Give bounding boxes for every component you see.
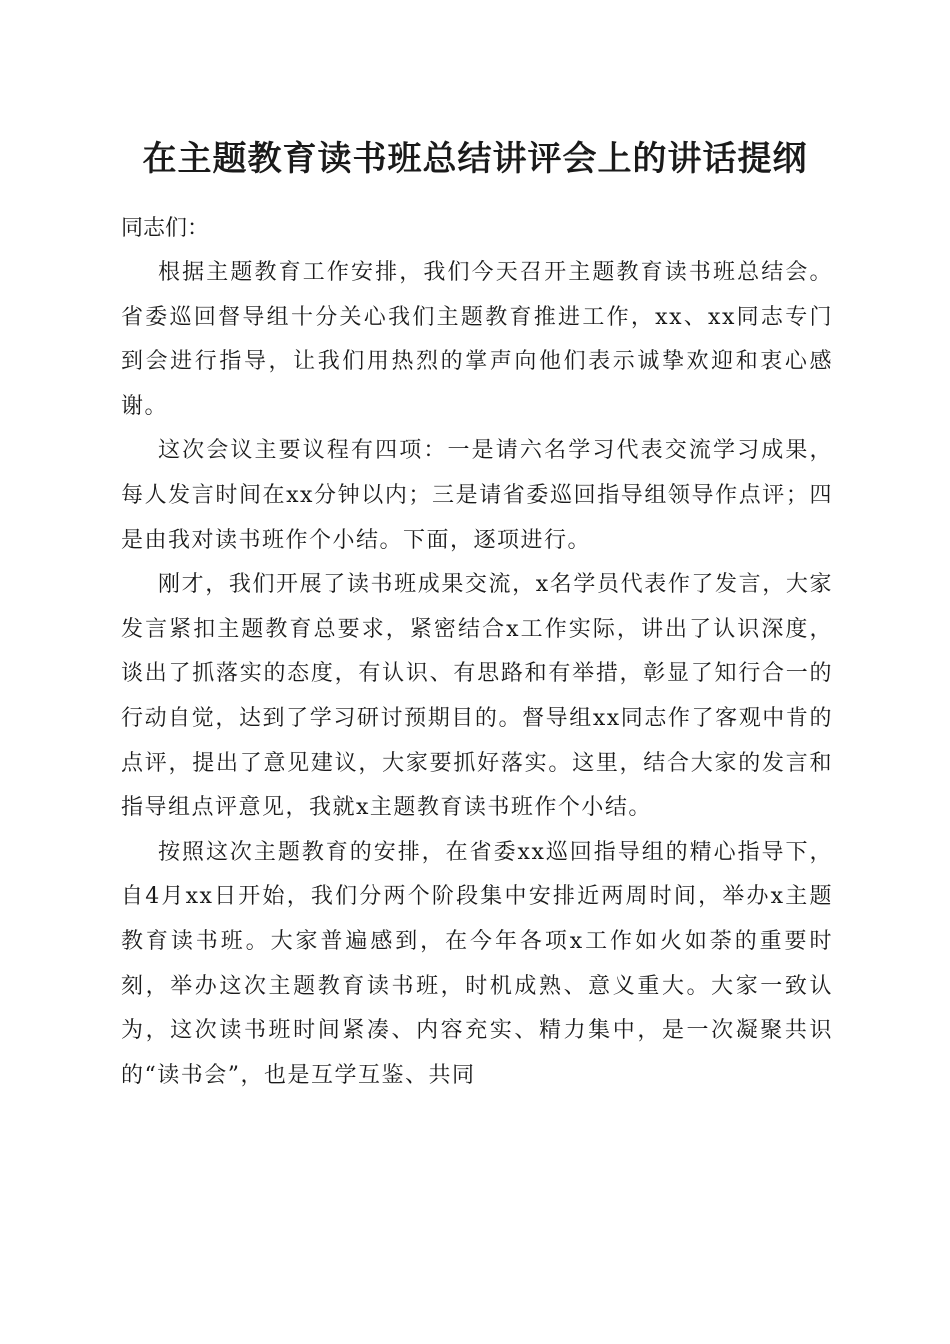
document-title: 在主题教育读书班总结讲评会上的讲话提纲	[142, 139, 808, 179]
paragraph-3: 刚才，我们开展了读书班成果交流，x名学员代表作了发言，大家发言紧扣主题教育总要求，紧密结合x工作实际，讲出了认识深度，谈出了抓落实的态度，有认识、有思路和有举措，彰显了知行合一的行动自觉，达到了学习研讨预期目的。督导组xx同志作了客观中肯的点评，提出了意见建议，大家要抓好落实。这里，结合大家的发言和指导组点评意见，我就x主题教育读书班作个小结。	[121, 572, 833, 821]
paragraph-4: 按照这次主题教育的安排，在省委xx巡回指导组的精心指导下，自4月xx日开始，我们分两个阶段集中安排近两周时间，举办x主题教育读书班。大家普遍感到，在今年各项x工作如火如荼的重要时刻，举办这次主题教育读书班，时机成熟、意义重大。大家一致认为，这次读书班时间紧凑、内容充实、精力集中，是一次凝聚共识的“读书会”，也是互学互鉴、共同	[121, 839, 833, 1088]
paragraph-2: 这次会议主要议程有四项：一是请六名学习代表交流学习成果，每人发言时间在xx分钟以内；三是请省委巡回指导组领导作点评；四是由我对读书班作个小结。下面，逐项进行。	[121, 438, 833, 553]
salutation: 同志们：	[121, 216, 210, 241]
paragraph-1: 根据主题教育工作安排，我们今天召开主题教育读书班总结会。省委巡回督导组十分关心我们主题教育推进工作，xx、xx同志专门到会进行指导，让我们用热烈的掌声向他们表示诚挚欢迎和衷心感谢。	[121, 260, 833, 419]
document-body	[121, 207, 833, 1098]
